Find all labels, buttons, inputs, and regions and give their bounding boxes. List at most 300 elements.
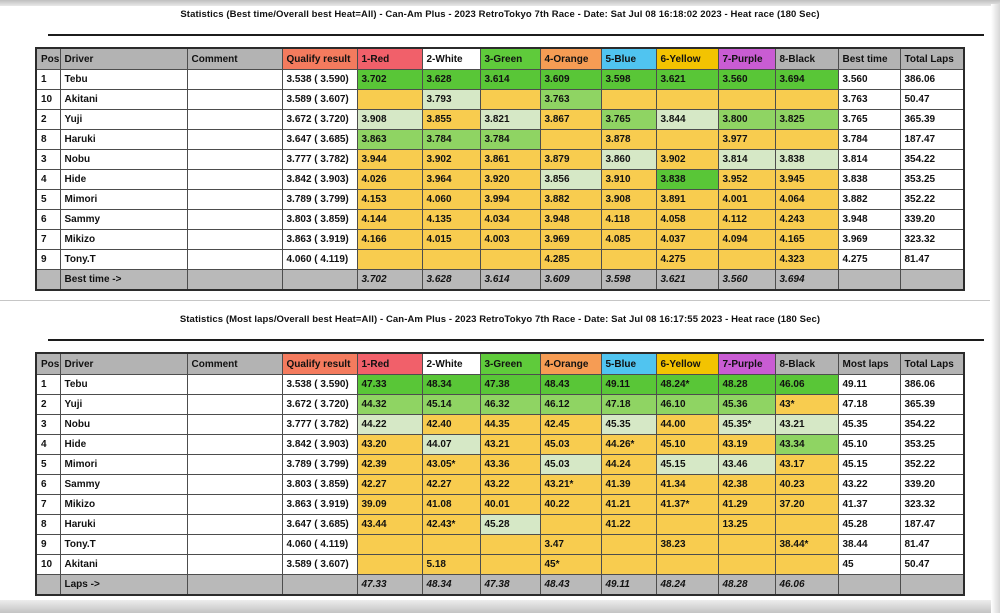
cell-total-laps: 339.20 <box>900 475 964 495</box>
cell-heat-2-white: 4.015 <box>422 230 480 250</box>
cell-heat-6-yellow <box>656 515 718 535</box>
summary-8-black: 46.06 <box>775 575 838 596</box>
cell-qualify-result: 3.789 ( 3.799) <box>282 190 357 210</box>
cell-heat-7-purple: 4.094 <box>718 230 775 250</box>
cell-heat-3-green: 3.784 <box>480 130 540 150</box>
cell-heat-5-blue: 44.24 <box>601 455 656 475</box>
title-rule <box>48 34 984 36</box>
cell-total-laps: 365.39 <box>900 395 964 415</box>
cell-heat-7-purple: 43.19 <box>718 435 775 455</box>
cell-heat-7-purple: 4.112 <box>718 210 775 230</box>
cell-heat-2-white: 3.902 <box>422 150 480 170</box>
cell-most-laps <box>838 575 900 596</box>
cell-total-laps <box>900 575 964 596</box>
cell-heat-4-orange: 3.948 <box>540 210 601 230</box>
cell-heat-5-blue: 3.910 <box>601 170 656 190</box>
summary-3-green: 47.38 <box>480 575 540 596</box>
cell-heat-8-black <box>775 515 838 535</box>
cell-driver: Nobu <box>60 415 187 435</box>
cell-total-laps: 353.25 <box>900 435 964 455</box>
cell-qualify-result: 3.863 ( 3.919) <box>282 230 357 250</box>
cell-heat-7-purple: 3.952 <box>718 170 775 190</box>
cell-heat-4-orange: 3.763 <box>540 90 601 110</box>
cell-heat-8-black: 43.17 <box>775 455 838 475</box>
cell-most-laps: 45.35 <box>838 415 900 435</box>
cell-most-laps: 43.22 <box>838 475 900 495</box>
cell-best-time <box>838 270 900 291</box>
cell-heat-6-yellow: 3.902 <box>656 150 718 170</box>
cell-heat-6-yellow <box>656 555 718 575</box>
cell-heat-8-black: 3.838 <box>775 150 838 170</box>
cell-heat-1-red: 3.908 <box>357 110 422 130</box>
cell-heat-5-blue: 41.21 <box>601 495 656 515</box>
cell-comment <box>187 110 282 130</box>
cell-pos: 1 <box>36 375 60 395</box>
header-8-black: 8-Black <box>775 48 838 70</box>
cell-total-laps: 50.47 <box>900 555 964 575</box>
cell-comment <box>187 475 282 495</box>
scan-edge-right <box>991 4 1000 613</box>
cell-comment <box>187 90 282 110</box>
header-total-laps: Total Laps <box>900 48 964 70</box>
summary-7-purple: 3.560 <box>718 270 775 291</box>
header-driver: Driver <box>60 353 187 375</box>
cell-heat-1-red: 43.20 <box>357 435 422 455</box>
cell-heat-6-yellow: 48.24* <box>656 375 718 395</box>
scan-page-divider <box>0 300 990 301</box>
summary-2-white: 3.628 <box>422 270 480 291</box>
cell-total-laps: 365.39 <box>900 110 964 130</box>
header-total-laps: Total Laps <box>900 353 964 375</box>
cell-heat-8-black <box>775 555 838 575</box>
cell-total-laps <box>900 270 964 291</box>
cell-heat-4-orange <box>540 515 601 535</box>
cell-heat-6-yellow: 41.37* <box>656 495 718 515</box>
cell-heat-6-yellow: 38.23 <box>656 535 718 555</box>
header-3-green: 3-Green <box>480 48 540 70</box>
cell-pos: 6 <box>36 475 60 495</box>
cell-heat-8-black <box>775 90 838 110</box>
cell-heat-7-purple: 45.35* <box>718 415 775 435</box>
cell-heat-4-orange: 3.879 <box>540 150 601 170</box>
cell-heat-1-red <box>357 250 422 270</box>
cell-best-time: 3.814 <box>838 150 900 170</box>
summary-6-yellow: 3.621 <box>656 270 718 291</box>
cell-comment <box>187 455 282 475</box>
stats-table-best-time <box>35 47 965 291</box>
cell-heat-2-white: 3.628 <box>422 70 480 90</box>
cell-heat-3-green <box>480 555 540 575</box>
cell-heat-7-purple <box>718 555 775 575</box>
header-driver: Driver <box>60 48 187 70</box>
header-4-orange: 4-Orange <box>540 353 601 375</box>
cell-heat-2-white: 4.135 <box>422 210 480 230</box>
cell-heat-2-white: 45.14 <box>422 395 480 415</box>
cell-driver: Nobu <box>60 150 187 170</box>
cell-heat-4-orange: 3.969 <box>540 230 601 250</box>
header-best-time: Best time <box>838 48 900 70</box>
cell-pos: 8 <box>36 130 60 150</box>
cell-qualify-result: 4.060 ( 4.119) <box>282 535 357 555</box>
cell-heat-3-green: 3.614 <box>480 70 540 90</box>
cell-most-laps: 38.44 <box>838 535 900 555</box>
cell-heat-5-blue: 45.35 <box>601 415 656 435</box>
cell-heat-1-red: 4.144 <box>357 210 422 230</box>
header-8-black: 8-Black <box>775 353 838 375</box>
cell-heat-1-red: 4.026 <box>357 170 422 190</box>
cell-heat-6-yellow: 4.275 <box>656 250 718 270</box>
header-2-white: 2-White <box>422 48 480 70</box>
driver-row-haruki <box>36 515 964 535</box>
header-comment: Comment <box>187 353 282 375</box>
cell-heat-5-blue: 47.18 <box>601 395 656 415</box>
cell-heat-6-yellow: 45.15 <box>656 455 718 475</box>
cell-heat-3-green: 3.920 <box>480 170 540 190</box>
cell-heat-5-blue: 3.598 <box>601 70 656 90</box>
driver-row-hide <box>36 435 964 455</box>
cell-heat-8-black: 40.23 <box>775 475 838 495</box>
cell-driver: Akitani <box>60 90 187 110</box>
cell-heat-2-white: 3.964 <box>422 170 480 190</box>
cell-heat-3-green: 3.861 <box>480 150 540 170</box>
cell-heat-3-green: 43.21 <box>480 435 540 455</box>
header-7-purple: 7-Purple <box>718 353 775 375</box>
driver-row-tony-t <box>36 535 964 555</box>
cell-heat-5-blue: 3.860 <box>601 150 656 170</box>
cell-heat-5-blue: 41.22 <box>601 515 656 535</box>
cell-total-laps: 187.47 <box>900 515 964 535</box>
cell-heat-6-yellow <box>656 90 718 110</box>
cell-comment <box>187 415 282 435</box>
header-qualify-result: Qualify result <box>282 353 357 375</box>
cell-heat-6-yellow: 3.844 <box>656 110 718 130</box>
cell-heat-3-green: 40.01 <box>480 495 540 515</box>
cell-best-time: 3.763 <box>838 90 900 110</box>
cell-heat-8-black: 4.064 <box>775 190 838 210</box>
cell-heat-5-blue <box>601 555 656 575</box>
cell-driver: Mimori <box>60 190 187 210</box>
cell-heat-1-red: 4.166 <box>357 230 422 250</box>
cell-pos: 9 <box>36 535 60 555</box>
cell-heat-3-green: 3.821 <box>480 110 540 130</box>
cell-heat-7-purple: 3.814 <box>718 150 775 170</box>
cell-driver: Yuji <box>60 395 187 415</box>
cell-qualify-result: 3.538 ( 3.590) <box>282 375 357 395</box>
driver-row-tony-t <box>36 250 964 270</box>
cell-heat-5-blue: 3.765 <box>601 110 656 130</box>
cell-heat-4-orange: 4.285 <box>540 250 601 270</box>
cell-total-laps: 386.06 <box>900 375 964 395</box>
cell-total-laps: 81.47 <box>900 535 964 555</box>
cell-comment <box>187 210 282 230</box>
cell-heat-1-red <box>357 555 422 575</box>
cell-heat-7-purple: 48.28 <box>718 375 775 395</box>
cell-heat-3-green <box>480 90 540 110</box>
cell-heat-7-purple: 42.38 <box>718 475 775 495</box>
cell-qualify-result: 3.672 ( 3.720) <box>282 110 357 130</box>
cell-heat-2-white: 3.793 <box>422 90 480 110</box>
cell-heat-3-green <box>480 535 540 555</box>
summary-row <box>36 270 964 291</box>
cell-heat-4-orange: 40.22 <box>540 495 601 515</box>
cell-most-laps: 49.11 <box>838 375 900 395</box>
cell-heat-3-green: 4.034 <box>480 210 540 230</box>
header-5-blue: 5-Blue <box>601 353 656 375</box>
driver-row-akitani <box>36 90 964 110</box>
cell-qualify-result: 3.777 ( 3.782) <box>282 415 357 435</box>
cell-comment <box>187 70 282 90</box>
cell-pos: 9 <box>36 250 60 270</box>
cell-qualify-result: 4.060 ( 4.119) <box>282 250 357 270</box>
cell-heat-5-blue: 4.085 <box>601 230 656 250</box>
header-1-red: 1-Red <box>357 353 422 375</box>
cell-heat-6-yellow: 3.621 <box>656 70 718 90</box>
cell-most-laps: 45.28 <box>838 515 900 535</box>
cell-heat-8-black: 43* <box>775 395 838 415</box>
cell-comment <box>187 495 282 515</box>
cell-driver: Haruki <box>60 130 187 150</box>
cell-heat-6-yellow: 3.838 <box>656 170 718 190</box>
cell-heat-7-purple <box>718 535 775 555</box>
header-most-laps: Most laps <box>838 353 900 375</box>
header-row <box>36 48 964 70</box>
cell-qualify-result: 3.777 ( 3.782) <box>282 150 357 170</box>
cell-heat-4-orange <box>540 130 601 150</box>
cell-heat-3-green: 43.36 <box>480 455 540 475</box>
cell-qualify-result: 3.842 ( 3.903) <box>282 435 357 455</box>
cell-driver: Tebu <box>60 375 187 395</box>
driver-row-sammy <box>36 210 964 230</box>
cell-heat-8-black: 46.06 <box>775 375 838 395</box>
cell-best-time: 3.560 <box>838 70 900 90</box>
cell-heat-4-orange: 48.43 <box>540 375 601 395</box>
cell-qualify-result: 3.647 ( 3.685) <box>282 130 357 150</box>
cell-total-laps: 354.22 <box>900 150 964 170</box>
cell-pos: 8 <box>36 515 60 535</box>
cell-comment <box>187 575 282 596</box>
cell-best-time: 4.275 <box>838 250 900 270</box>
cell-pos: 4 <box>36 435 60 455</box>
driver-row-mikizo <box>36 230 964 250</box>
cell-best-time: 3.948 <box>838 210 900 230</box>
header-7-purple: 7-Purple <box>718 48 775 70</box>
report-section-most-laps <box>0 314 1000 596</box>
cell-total-laps: 323.32 <box>900 495 964 515</box>
cell-pos: 6 <box>36 210 60 230</box>
cell-heat-2-white: 48.34 <box>422 375 480 395</box>
cell-qualify-result: 3.842 ( 3.903) <box>282 170 357 190</box>
cell-heat-5-blue <box>601 250 656 270</box>
cell-heat-6-yellow: 3.891 <box>656 190 718 210</box>
cell-driver: Tony.T <box>60 250 187 270</box>
header-pos: Pos <box>36 353 60 375</box>
cell-qualify-result: 3.803 ( 3.859) <box>282 475 357 495</box>
cell-heat-7-purple: 3.560 <box>718 70 775 90</box>
cell-heat-7-purple: 43.46 <box>718 455 775 475</box>
cell-total-laps: 50.47 <box>900 90 964 110</box>
cell-heat-2-white: 3.784 <box>422 130 480 150</box>
cell-heat-5-blue <box>601 535 656 555</box>
header-row <box>36 353 964 375</box>
cell-heat-6-yellow: 4.037 <box>656 230 718 250</box>
cell-total-laps: 352.22 <box>900 455 964 475</box>
cell-total-laps: 323.32 <box>900 230 964 250</box>
cell-qualify-result: 3.589 ( 3.607) <box>282 90 357 110</box>
report-title: Statistics (Best time/Overall best Heat=All) - Can-Am Plus - 2023 RetroTokyo 7th Race - Date: Sat Jul 08 16:18:02 2023 - Heat race (180 Sec) <box>180 9 820 20</box>
cell-driver: Hide <box>60 435 187 455</box>
cell-heat-5-blue: 3.908 <box>601 190 656 210</box>
cell-comment <box>187 250 282 270</box>
cell-heat-1-red: 44.32 <box>357 395 422 415</box>
cell-heat-2-white: 42.27 <box>422 475 480 495</box>
cell-heat-2-white: 44.07 <box>422 435 480 455</box>
cell-comment <box>187 230 282 250</box>
cell-best-time: 3.784 <box>838 130 900 150</box>
cell-most-laps: 41.37 <box>838 495 900 515</box>
cell-heat-4-orange: 3.609 <box>540 70 601 90</box>
cell-heat-6-yellow: 46.10 <box>656 395 718 415</box>
cell-pos: 10 <box>36 555 60 575</box>
cell-heat-1-red: 4.153 <box>357 190 422 210</box>
cell-heat-5-blue: 3.878 <box>601 130 656 150</box>
cell-total-laps: 354.22 <box>900 415 964 435</box>
cell-driver: Akitani <box>60 555 187 575</box>
cell-comment <box>187 130 282 150</box>
cell-driver: Sammy <box>60 475 187 495</box>
cell-comment <box>187 435 282 455</box>
cell-most-laps: 45 <box>838 555 900 575</box>
cell-heat-7-purple: 13.25 <box>718 515 775 535</box>
cell-heat-8-black <box>775 130 838 150</box>
cell-heat-7-purple: 4.001 <box>718 190 775 210</box>
cell-pos: 5 <box>36 455 60 475</box>
summary-4-orange: 48.43 <box>540 575 601 596</box>
driver-row-haruki <box>36 130 964 150</box>
cell-driver: Hide <box>60 170 187 190</box>
cell-pos: 10 <box>36 90 60 110</box>
cell-driver: Mimori <box>60 455 187 475</box>
cell-best-time: 3.969 <box>838 230 900 250</box>
cell-heat-8-black: 37.20 <box>775 495 838 515</box>
cell-heat-4-orange: 45.03 <box>540 455 601 475</box>
cell-heat-3-green: 4.003 <box>480 230 540 250</box>
cell-heat-5-blue <box>601 90 656 110</box>
cell-comment <box>187 190 282 210</box>
cell-qualify-result: 3.863 ( 3.919) <box>282 495 357 515</box>
header-pos: Pos <box>36 48 60 70</box>
cell-pos <box>36 575 60 596</box>
cell-heat-8-black: 4.165 <box>775 230 838 250</box>
cell-pos: 7 <box>36 495 60 515</box>
cell-pos: 1 <box>36 70 60 90</box>
cell-heat-4-orange: 46.12 <box>540 395 601 415</box>
cell-most-laps: 45.10 <box>838 435 900 455</box>
cell-comment <box>187 555 282 575</box>
cell-pos <box>36 270 60 291</box>
driver-row-yuji <box>36 395 964 415</box>
summary-label: Laps -> <box>60 575 187 596</box>
summary-1-red: 3.702 <box>357 270 422 291</box>
summary-7-purple: 48.28 <box>718 575 775 596</box>
cell-best-time: 3.882 <box>838 190 900 210</box>
cell-total-laps: 81.47 <box>900 250 964 270</box>
cell-heat-8-black: 3.825 <box>775 110 838 130</box>
stats-table-most-laps <box>35 352 965 596</box>
cell-heat-8-black: 43.34 <box>775 435 838 455</box>
cell-heat-8-black: 43.21 <box>775 415 838 435</box>
cell-heat-2-white <box>422 535 480 555</box>
cell-total-laps: 353.25 <box>900 170 964 190</box>
summary-5-blue: 3.598 <box>601 270 656 291</box>
driver-row-tebu <box>36 70 964 90</box>
driver-row-mimori <box>36 190 964 210</box>
cell-qualify-result: 3.672 ( 3.720) <box>282 395 357 415</box>
cell-heat-1-red: 3.863 <box>357 130 422 150</box>
summary-row <box>36 575 964 596</box>
driver-row-mikizo <box>36 495 964 515</box>
cell-comment <box>187 515 282 535</box>
cell-pos: 4 <box>36 170 60 190</box>
cell-heat-2-white: 4.060 <box>422 190 480 210</box>
cell-comment <box>187 395 282 415</box>
driver-row-mimori <box>36 455 964 475</box>
cell-heat-3-green <box>480 250 540 270</box>
cell-heat-6-yellow: 44.00 <box>656 415 718 435</box>
cell-total-laps: 386.06 <box>900 70 964 90</box>
cell-heat-5-blue: 49.11 <box>601 375 656 395</box>
header-3-green: 3-Green <box>480 353 540 375</box>
cell-heat-5-blue: 4.118 <box>601 210 656 230</box>
summary-label: Best time -> <box>60 270 187 291</box>
cell-heat-2-white: 42.43* <box>422 515 480 535</box>
cell-heat-4-orange: 3.882 <box>540 190 601 210</box>
cell-qualify-result <box>282 270 357 291</box>
cell-driver: Tony.T <box>60 535 187 555</box>
cell-driver: Sammy <box>60 210 187 230</box>
cell-qualify-result <box>282 575 357 596</box>
cell-heat-7-purple: 3.800 <box>718 110 775 130</box>
cell-heat-6-yellow <box>656 130 718 150</box>
cell-heat-7-purple: 3.977 <box>718 130 775 150</box>
cell-comment <box>187 270 282 291</box>
header-6-yellow: 6-Yellow <box>656 353 718 375</box>
cell-heat-1-red: 3.944 <box>357 150 422 170</box>
report-section-best-time <box>0 9 1000 291</box>
cell-total-laps: 339.20 <box>900 210 964 230</box>
cell-pos: 2 <box>36 395 60 415</box>
cell-heat-1-red <box>357 90 422 110</box>
driver-row-sammy <box>36 475 964 495</box>
cell-heat-5-blue: 41.39 <box>601 475 656 495</box>
header-comment: Comment <box>187 48 282 70</box>
header-5-blue: 5-Blue <box>601 48 656 70</box>
summary-6-yellow: 48.24 <box>656 575 718 596</box>
cell-heat-3-green: 3.994 <box>480 190 540 210</box>
cell-total-laps: 187.47 <box>900 130 964 150</box>
cell-heat-1-red: 47.33 <box>357 375 422 395</box>
cell-heat-2-white: 41.08 <box>422 495 480 515</box>
cell-heat-6-yellow: 41.34 <box>656 475 718 495</box>
driver-row-nobu <box>36 150 964 170</box>
cell-qualify-result: 3.803 ( 3.859) <box>282 210 357 230</box>
cell-heat-4-orange: 3.856 <box>540 170 601 190</box>
cell-driver: Haruki <box>60 515 187 535</box>
cell-heat-4-orange: 45.03 <box>540 435 601 455</box>
cell-heat-2-white: 5.18 <box>422 555 480 575</box>
title-rule <box>48 339 984 341</box>
cell-heat-1-red <box>357 535 422 555</box>
cell-heat-8-black: 38.44* <box>775 535 838 555</box>
